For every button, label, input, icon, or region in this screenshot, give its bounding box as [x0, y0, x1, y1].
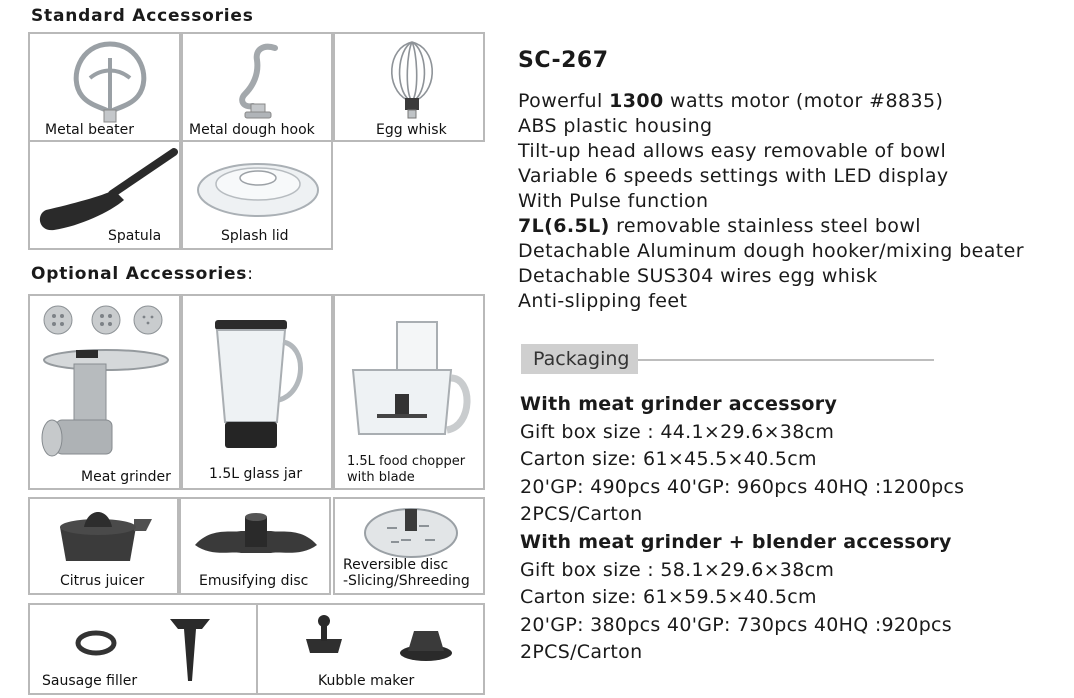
optional-accessories-heading	[31, 264, 254, 284]
spatula-card	[28, 140, 181, 250]
packaging-detail-line: 20'GP: 490pcs 40'GP: 960pcs 40HQ :1200pcs	[520, 475, 965, 498]
food-chopper-label-line1: 1.5L food chopper	[347, 454, 466, 469]
packaging-detail-line: Gift box size : 44.1×29.6×38cm	[520, 420, 835, 443]
egg-whisk-card	[333, 32, 485, 142]
citrus-juicer-icon	[54, 505, 154, 569]
glass-jar-icon	[203, 316, 313, 456]
food-chopper-label-line2: with blade	[347, 470, 415, 485]
model-number: SC-267	[518, 48, 609, 73]
reversible-disc-card	[333, 497, 485, 595]
packaging-detail-line: 2PCS/Carton	[520, 503, 643, 526]
splash-lid-card	[181, 140, 333, 250]
glass-jar-label: 1.5L glass jar	[209, 466, 303, 482]
citrus-juicer-label: Citrus juicer	[60, 573, 145, 589]
optional-heading-text: Optional Accessories	[31, 264, 248, 284]
feature-line: Detachable SUS304 wires egg whisk	[518, 265, 878, 287]
packaging-detail-line: 20'GP: 380pcs 40'GP: 730pcs 40HQ :920pcs	[520, 613, 952, 636]
emulsifying-disc-icon	[191, 507, 321, 567]
sausage-filler-label: Sausage filler	[42, 673, 138, 689]
food-chopper-icon	[347, 320, 477, 450]
packaging-detail-line: 2PCS/Carton	[520, 641, 643, 664]
sausage-filler-card	[28, 603, 258, 695]
packaging-tab: Packaging	[521, 344, 638, 374]
reversible-disc-label-line2: -Slicing/Shreeding	[343, 573, 470, 589]
packaging-option-heading: With meat grinder accessory	[520, 393, 838, 415]
spatula-label: Spatula	[108, 228, 162, 244]
packaging-detail-line: Carton size: 61×59.5×40.5cm	[520, 586, 817, 609]
standard-accessories-heading: Standard Accessories	[31, 6, 254, 26]
citrus-juicer-card	[28, 497, 179, 595]
metal-beater-icon	[60, 38, 160, 128]
feature-line: With Pulse function	[518, 190, 709, 212]
packaging-divider	[638, 359, 934, 361]
kubble-maker-card	[256, 603, 485, 695]
metal-beater-label: Metal beater	[45, 122, 135, 138]
dough-hook-icon	[223, 38, 293, 128]
kubble-maker-icon	[276, 611, 476, 673]
feature-line: Tilt-up head allows easy removable of bowl	[518, 140, 947, 162]
feature-line: ABS plastic housing	[518, 115, 713, 137]
dough-hook-card	[181, 32, 333, 142]
egg-whisk-icon	[377, 38, 447, 124]
emulsifying-disc-card	[179, 497, 331, 595]
packaging-option-heading: With meat grinder + blender accessory	[520, 531, 952, 553]
food-chopper-card	[333, 294, 485, 490]
feature-line: 7L(6.5L) removable stainless steel bowl	[518, 215, 921, 237]
feature-line: Anti-slipping feet	[518, 290, 688, 312]
feature-line: Variable 6 speeds settings with LED display	[518, 165, 949, 187]
splash-lid-icon	[193, 148, 323, 228]
kubble-maker-label: Kubble maker	[318, 673, 415, 689]
splash-lid-label: Splash lid	[221, 228, 289, 244]
meat-grinder-label: Meat grinder	[81, 469, 171, 485]
glass-jar-card	[181, 294, 333, 490]
sausage-filler-icon	[50, 607, 250, 683]
meat-grinder-icon	[36, 300, 176, 470]
emulsifying-disc-label: Emusifying disc	[199, 573, 309, 589]
packaging-detail-line: Gift box size : 58.1×29.6×38cm	[520, 558, 835, 581]
metal-beater-card	[28, 32, 181, 142]
egg-whisk-label: Egg whisk	[376, 122, 447, 138]
feature-line: Detachable Aluminum dough hooker/mixing beater	[518, 240, 1024, 262]
reversible-disc-label-line1: Reversible disc	[343, 557, 449, 573]
optional-heading-suffix: :	[247, 264, 254, 284]
meat-grinder-card	[28, 294, 181, 490]
dough-hook-label: Metal dough hook	[189, 122, 315, 138]
reversible-disc-icon	[361, 503, 461, 563]
spatula-icon	[32, 146, 182, 236]
feature-line: Powerful 1300 watts motor (motor #8835)	[518, 90, 944, 112]
packaging-detail-line: Carton size: 61×45.5×40.5cm	[520, 448, 817, 471]
